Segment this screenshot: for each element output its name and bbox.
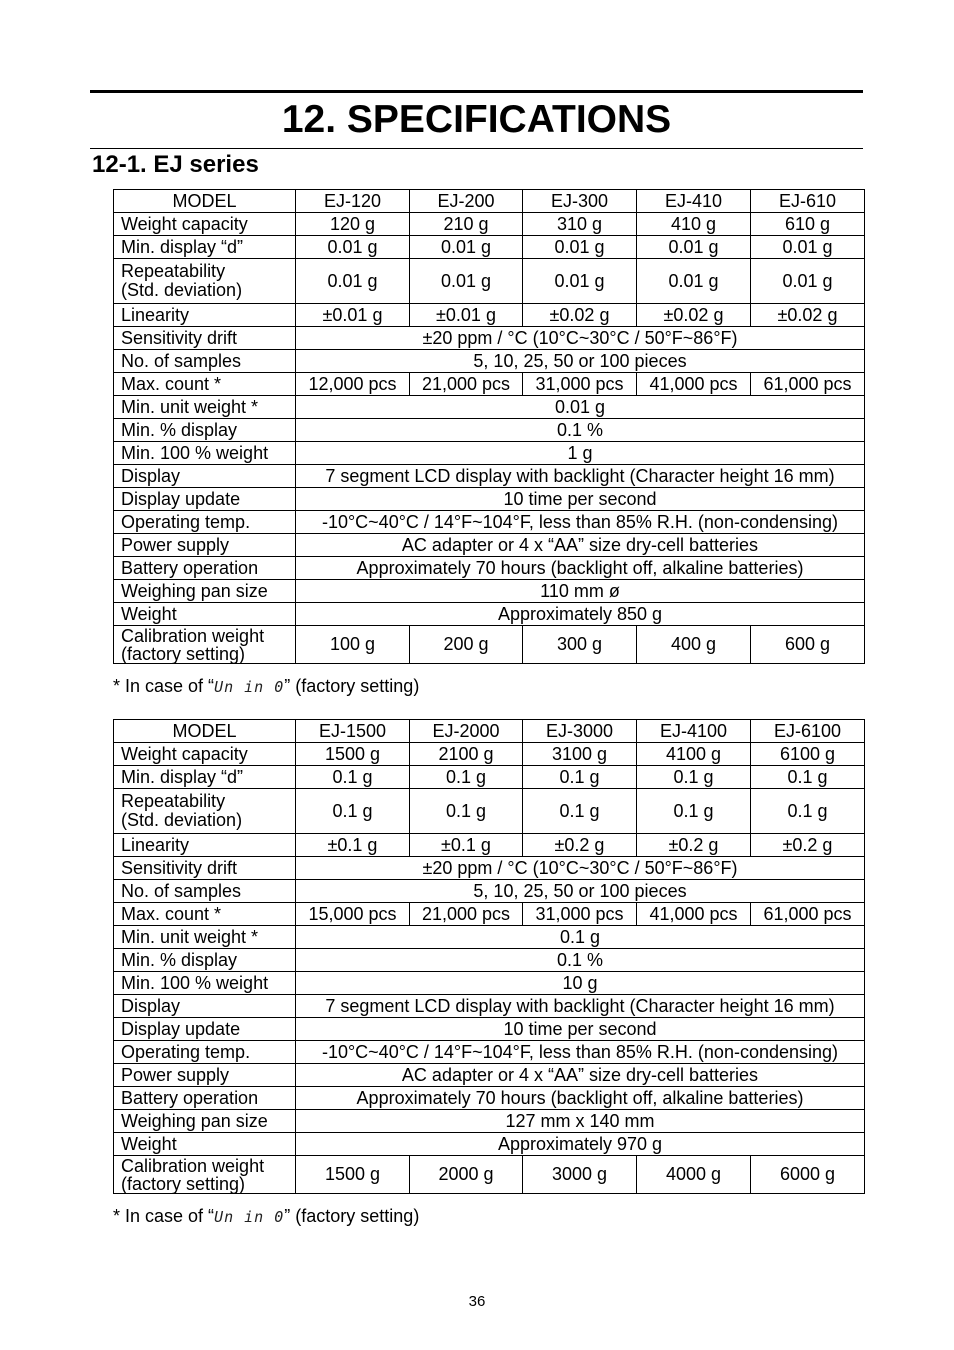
cell-value: 41,000 pcs xyxy=(637,903,751,926)
cell-value: 3100 g xyxy=(523,743,637,766)
cell-value: 2100 g xyxy=(410,743,523,766)
row-label: Power supply xyxy=(114,1064,296,1087)
table-row xyxy=(114,580,865,603)
footnote-text: ” (factory setting) xyxy=(284,1206,420,1226)
row-label: Min. unit weight * xyxy=(114,396,296,419)
model-header-label: MODEL xyxy=(114,720,296,743)
table-row xyxy=(114,1087,865,1110)
row-label: Display update xyxy=(114,488,296,511)
cell-value: 127 mm x 140 mm xyxy=(296,1110,865,1133)
cell-value: 41,000 pcs xyxy=(637,373,751,396)
model-name: EJ-200 xyxy=(410,190,523,213)
cell-value: 21,000 pcs xyxy=(410,903,523,926)
cell-value: ±0.02 g xyxy=(751,304,865,327)
row-label: Weight xyxy=(114,603,296,626)
title-bottom-rule xyxy=(90,148,863,149)
cell-value: 15,000 pcs xyxy=(296,903,410,926)
table-row xyxy=(114,972,865,995)
cell-value: 7 segment LCD display with backlight (Character height 16 mm) xyxy=(296,995,865,1018)
row-label: No. of samples xyxy=(114,350,296,373)
row-label: Min. 100 % weight xyxy=(114,442,296,465)
cell-value: 0.1 % xyxy=(296,419,865,442)
row-label: Display update xyxy=(114,1018,296,1041)
cell-value: 0.1 g xyxy=(523,789,637,834)
row-label: No. of samples xyxy=(114,880,296,903)
table-row xyxy=(114,789,865,834)
cell-value: 410 g xyxy=(637,213,751,236)
table-row xyxy=(114,995,865,1018)
cell-value: 5, 10, 25, 50 or 100 pieces xyxy=(296,350,865,373)
model-name: EJ-610 xyxy=(751,190,865,213)
cell-value: 5, 10, 25, 50 or 100 pieces xyxy=(296,880,865,903)
row-label: Sensitivity drift xyxy=(114,327,296,350)
row-label-line: Calibration weight xyxy=(121,1155,265,1176)
cell-value: 61,000 pcs xyxy=(751,373,865,396)
cell-value: 100 g xyxy=(296,626,410,664)
cell-value: 0.1 g xyxy=(410,789,523,834)
cell-value: 110 mm ø xyxy=(296,580,865,603)
row-label: Min. display “d” xyxy=(114,766,296,789)
cell-value: ±0.2 g xyxy=(523,834,637,857)
model-name: EJ-6100 xyxy=(751,720,865,743)
row-label-line: (Std. deviation) xyxy=(121,280,243,300)
cell-value: 0.01 g xyxy=(410,236,523,259)
model-name: EJ-120 xyxy=(296,190,410,213)
cell-value: 10 time per second xyxy=(296,488,865,511)
table-row xyxy=(114,766,865,789)
model-name: EJ-3000 xyxy=(523,720,637,743)
table-row xyxy=(114,926,865,949)
cell-value: 0.1 g xyxy=(410,766,523,789)
row-label-line: (factory setting) xyxy=(121,1173,246,1194)
table-row xyxy=(114,834,865,857)
row-label: Sensitivity drift xyxy=(114,857,296,880)
cell-value: Approximately 70 hours (backlight off, alkaline batteries) xyxy=(296,1087,865,1110)
cell-value: ±0.01 g xyxy=(410,304,523,327)
model-header-label: MODEL xyxy=(114,190,296,213)
cell-value: 0.01 g xyxy=(637,259,751,304)
table-row xyxy=(114,557,865,580)
model-name: EJ-4100 xyxy=(637,720,751,743)
cell-value: 0.01 g xyxy=(637,236,751,259)
cell-value: 0.1 g xyxy=(637,789,751,834)
cell-value: ±0.1 g xyxy=(410,834,523,857)
table-row xyxy=(114,720,865,743)
spec-table-small-models xyxy=(113,189,865,664)
cell-value: 0.01 g xyxy=(523,259,637,304)
row-label: Display xyxy=(114,995,296,1018)
cell-value: Approximately 850 g xyxy=(296,603,865,626)
table-row xyxy=(114,304,865,327)
model-name: EJ-1500 xyxy=(296,720,410,743)
table-row xyxy=(114,857,865,880)
row-label: Min. unit weight * xyxy=(114,926,296,949)
row-label: Weighing pan size xyxy=(114,1110,296,1133)
model-name: EJ-2000 xyxy=(410,720,523,743)
cell-value: 31,000 pcs xyxy=(523,903,637,926)
row-label-line: (Std. deviation) xyxy=(121,810,243,830)
row-label: Battery operation xyxy=(114,1087,296,1110)
cell-value: 6000 g xyxy=(751,1156,865,1194)
cell-value: 21,000 pcs xyxy=(410,373,523,396)
row-label: Min. % display xyxy=(114,419,296,442)
table-row xyxy=(114,1064,865,1087)
cell-value: 120 g xyxy=(296,213,410,236)
cell-value: 4000 g xyxy=(637,1156,751,1194)
cell-value: 0.1 g xyxy=(751,789,865,834)
table-row xyxy=(114,1133,865,1156)
cell-value: 0.01 g xyxy=(523,236,637,259)
cell-value: ±20 ppm / °C (10°C~30°C / 50°F~86°F) xyxy=(296,857,865,880)
row-label: Display xyxy=(114,465,296,488)
table-footnote xyxy=(113,1205,419,1228)
cell-value: 61,000 pcs xyxy=(751,903,865,926)
table-row xyxy=(114,213,865,236)
section-heading: 12-1. EJ series xyxy=(92,151,259,178)
footnote-text: ” (factory setting) xyxy=(284,676,420,696)
table-row xyxy=(114,880,865,903)
cell-value: ±0.01 g xyxy=(296,304,410,327)
table-row xyxy=(114,1110,865,1133)
cell-value: Approximately 970 g xyxy=(296,1133,865,1156)
table-row xyxy=(114,626,865,664)
row-label: Max. count * xyxy=(114,903,296,926)
row-label: Max. count * xyxy=(114,373,296,396)
table-row xyxy=(114,350,865,373)
cell-value: 12,000 pcs xyxy=(296,373,410,396)
row-label: Weight capacity xyxy=(114,213,296,236)
cell-value: 400 g xyxy=(637,626,751,664)
cell-value: 0.01 g xyxy=(296,259,410,304)
cell-value: 0.1 g xyxy=(296,789,410,834)
row-label xyxy=(114,1156,296,1194)
cell-value: 1 g xyxy=(296,442,865,465)
cell-value: 300 g xyxy=(523,626,637,664)
cell-value: 610 g xyxy=(751,213,865,236)
footnote-text: * In case of “ xyxy=(113,676,215,696)
segment-display-text: Un in 0 xyxy=(214,1208,285,1226)
cell-value: 600 g xyxy=(751,626,865,664)
cell-value: 31,000 pcs xyxy=(523,373,637,396)
cell-value: 0.1 g xyxy=(296,766,410,789)
cell-value: 0.01 g xyxy=(296,236,410,259)
cell-value: 1500 g xyxy=(296,743,410,766)
table-row xyxy=(114,511,865,534)
table-row xyxy=(114,259,865,304)
cell-value: ±0.1 g xyxy=(296,834,410,857)
table-row xyxy=(114,903,865,926)
row-label: Weight capacity xyxy=(114,743,296,766)
table-row xyxy=(114,1156,865,1194)
table-row xyxy=(114,190,865,213)
table-row xyxy=(114,1041,865,1064)
row-label xyxy=(114,626,296,664)
model-name: EJ-410 xyxy=(637,190,751,213)
cell-value: AC adapter or 4 x “AA” size dry-cell batteries xyxy=(296,1064,865,1087)
cell-value: -10°C~40°C / 14°F~104°F, less than 85% R.H. (non-condensing) xyxy=(296,511,865,534)
table-row xyxy=(114,949,865,972)
cell-value: 210 g xyxy=(410,213,523,236)
table-row xyxy=(114,442,865,465)
row-label: Linearity xyxy=(114,304,296,327)
cell-value: 10 g xyxy=(296,972,865,995)
table-row xyxy=(114,488,865,511)
row-label-line: (factory setting) xyxy=(121,643,246,664)
table-row xyxy=(114,419,865,442)
cell-value: 0.1 g xyxy=(523,766,637,789)
cell-value: 0.01 g xyxy=(296,396,865,419)
table-row xyxy=(114,327,865,350)
table-row xyxy=(114,534,865,557)
cell-value: 4100 g xyxy=(637,743,751,766)
table-row xyxy=(114,373,865,396)
title-top-rule xyxy=(90,90,863,93)
table-row xyxy=(114,603,865,626)
cell-value: 0.1 % xyxy=(296,949,865,972)
table-row xyxy=(114,1018,865,1041)
cell-value: 3000 g xyxy=(523,1156,637,1194)
table-row xyxy=(114,743,865,766)
row-label: Min. display “d” xyxy=(114,236,296,259)
cell-value: 200 g xyxy=(410,626,523,664)
row-label xyxy=(114,789,296,834)
cell-value: 310 g xyxy=(523,213,637,236)
page-title: 12. SPECIFICATIONS xyxy=(281,98,672,141)
row-label-line: Repeatability xyxy=(121,791,226,811)
cell-value: 0.01 g xyxy=(751,259,865,304)
cell-value: 10 time per second xyxy=(296,1018,865,1041)
cell-value: Approximately 70 hours (backlight off, alkaline batteries) xyxy=(296,557,865,580)
cell-value: 0.01 g xyxy=(751,236,865,259)
cell-value: 0.1 g xyxy=(296,926,865,949)
segment-display-text: Un in 0 xyxy=(214,678,285,696)
cell-value: 7 segment LCD display with backlight (Character height 16 mm) xyxy=(296,465,865,488)
model-name: EJ-300 xyxy=(523,190,637,213)
row-label: Weight xyxy=(114,1133,296,1156)
cell-value: ±0.2 g xyxy=(637,834,751,857)
footnote-text: * In case of “ xyxy=(113,1206,215,1226)
table-row xyxy=(114,236,865,259)
cell-value: 6100 g xyxy=(751,743,865,766)
page-number: 36 xyxy=(468,1293,486,1310)
row-label-line: Calibration weight xyxy=(121,625,265,646)
cell-value: ±0.02 g xyxy=(523,304,637,327)
cell-value: 0.01 g xyxy=(410,259,523,304)
row-label: Power supply xyxy=(114,534,296,557)
cell-value: AC adapter or 4 x “AA” size dry-cell batteries xyxy=(296,534,865,557)
table-row xyxy=(114,396,865,419)
row-label: Operating temp. xyxy=(114,511,296,534)
row-label: Weighing pan size xyxy=(114,580,296,603)
cell-value: ±0.02 g xyxy=(637,304,751,327)
table-footnote xyxy=(113,675,419,698)
row-label: Operating temp. xyxy=(114,1041,296,1064)
cell-value: -10°C~40°C / 14°F~104°F, less than 85% R.H. (non-condensing) xyxy=(296,1041,865,1064)
cell-value: 0.1 g xyxy=(637,766,751,789)
cell-value: 2000 g xyxy=(410,1156,523,1194)
row-label: Min. 100 % weight xyxy=(114,972,296,995)
cell-value: ±0.2 g xyxy=(751,834,865,857)
cell-value: 0.1 g xyxy=(751,766,865,789)
row-label-line: Repeatability xyxy=(121,261,226,281)
spec-table-large-models xyxy=(113,719,865,1194)
row-label: Linearity xyxy=(114,834,296,857)
table-row xyxy=(114,465,865,488)
row-label xyxy=(114,259,296,304)
row-label: Battery operation xyxy=(114,557,296,580)
cell-value: 1500 g xyxy=(296,1156,410,1194)
cell-value: ±20 ppm / °C (10°C~30°C / 50°F~86°F) xyxy=(296,327,865,350)
row-label: Min. % display xyxy=(114,949,296,972)
